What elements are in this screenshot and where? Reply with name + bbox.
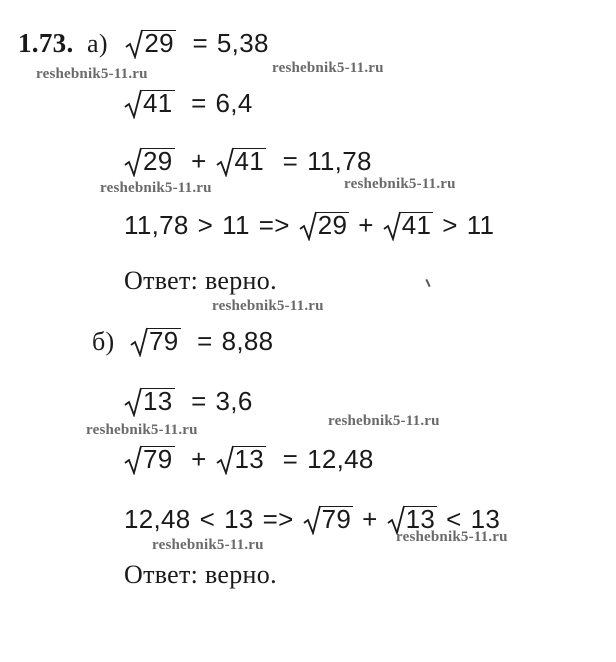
radical-sign-icon xyxy=(124,89,142,119)
sqrt-29: 29 xyxy=(124,146,174,176)
sqrt-13: 13 xyxy=(216,444,266,474)
equation-line: 29 + 41 = 11,78 xyxy=(124,146,372,176)
equation-line: 13 = 3,6 xyxy=(124,386,253,416)
watermark: reshebnik5-11.ru xyxy=(272,60,384,76)
watermark: reshebnik5-11.ru xyxy=(152,537,264,553)
value: 6,4 xyxy=(215,88,253,118)
radical-sign-icon xyxy=(124,387,142,417)
radical-sign-icon xyxy=(216,445,234,475)
part-b-label: б) xyxy=(92,327,115,356)
watermark: reshebnik5-11.ru xyxy=(36,66,148,82)
sqrt-13: 13 xyxy=(387,504,437,534)
comparison-line: 11,78 > 11 => 29 + 41 > 11 xyxy=(124,210,495,240)
problem-number: 1.73. xyxy=(18,28,74,58)
value: 11,78 xyxy=(307,146,372,176)
value: 5,38 xyxy=(216,28,269,58)
value: 3,6 xyxy=(215,386,253,416)
stray-mark xyxy=(425,279,430,287)
sqrt-41: 41 xyxy=(124,88,174,118)
radical-sign-icon xyxy=(125,29,143,59)
part-b-header-line: б) 79 = 8,88 xyxy=(92,326,274,356)
sqrt-79: 79 xyxy=(130,326,180,356)
watermark: reshebnik5-11.ru xyxy=(86,422,198,438)
watermark: reshebnik5-11.ru xyxy=(212,298,324,314)
radical-sign-icon xyxy=(124,147,142,177)
radical-sign-icon xyxy=(299,211,317,241)
comparison-line: 12,48 < 13 => 79 + 13 < 13 xyxy=(124,504,501,534)
radical-sign-icon xyxy=(216,147,234,177)
value: 8,88 xyxy=(221,326,274,356)
watermark: reshebnik5-11.ru xyxy=(396,529,508,545)
equation-line: 41 = 6,4 xyxy=(124,88,253,118)
answer-text: Ответ: верно. xyxy=(124,266,277,295)
sqrt-41: 41 xyxy=(383,210,433,240)
value: 12,48 xyxy=(307,444,374,474)
watermark: reshebnik5-11.ru xyxy=(100,180,212,196)
watermark: reshebnik5-11.ru xyxy=(344,176,456,192)
radical-sign-icon xyxy=(303,505,321,535)
watermark: reshebnik5-11.ru xyxy=(328,413,440,429)
sqrt-29: 29 xyxy=(299,210,349,240)
radical-sign-icon xyxy=(383,211,401,241)
answer-text: Ответ: верно. xyxy=(124,560,277,589)
part-a-label: а) xyxy=(87,29,108,58)
sqrt-79: 79 xyxy=(124,444,174,474)
sqrt-29: 29 xyxy=(125,28,175,58)
radical-sign-icon xyxy=(130,327,148,357)
sqrt-79: 79 xyxy=(303,504,353,534)
equation-line: 79 + 13 = 12,48 xyxy=(124,444,374,474)
problem-header-line: 1.73. а) 29 = 5,38 xyxy=(18,28,269,58)
sqrt-13: 13 xyxy=(124,386,174,416)
radical-sign-icon xyxy=(124,445,142,475)
sqrt-41: 41 xyxy=(216,146,266,176)
